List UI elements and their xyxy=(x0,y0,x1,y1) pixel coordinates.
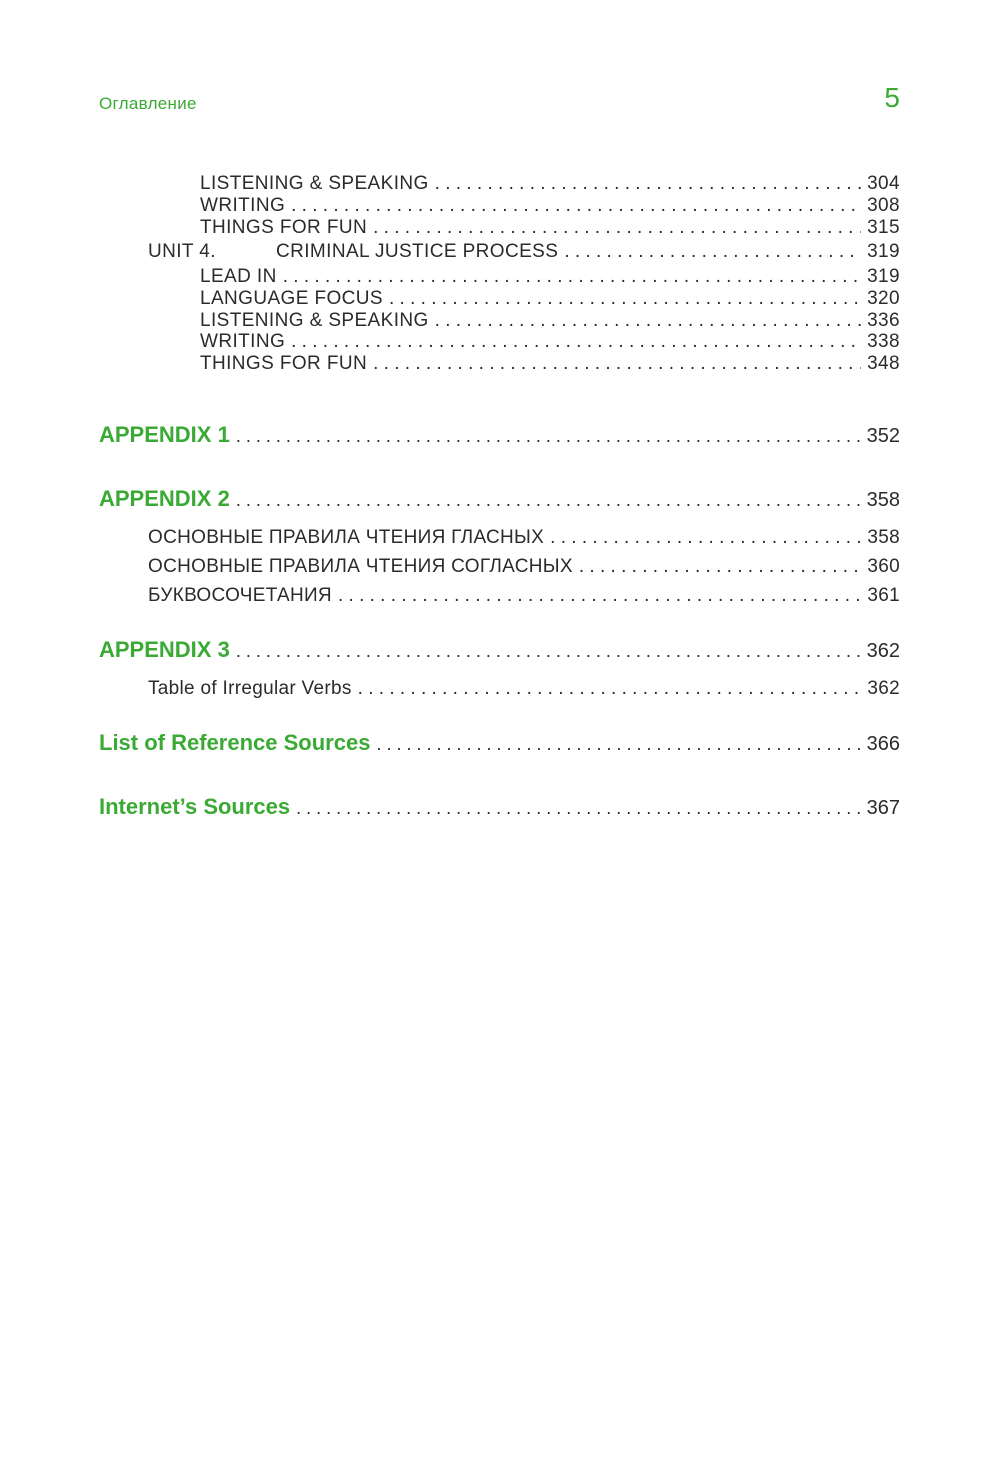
toc-entry-lead-in[interactable] xyxy=(200,266,900,288)
toc-entry-label: LISTENING & SPEAKING xyxy=(200,310,429,331)
toc-entry-label: ОСНОВНЫЕ ПРАВИЛА ЧТЕНИЯ СОГЛАСНЫХ xyxy=(148,556,573,577)
dot-leader xyxy=(358,678,862,700)
toc-entry-unit-4[interactable] xyxy=(148,241,900,263)
toc-entry-appendix-2[interactable] xyxy=(99,486,900,512)
toc-entry-label: БУКВОСОЧЕТАНИЯ xyxy=(148,585,332,606)
dot-leader xyxy=(236,486,861,512)
toc-entry-label: ОСНОВНЫЕ ПРАВИЛА ЧТЕНИЯ ГЛАСНЫХ xyxy=(148,527,545,548)
toc-entry-page: 358 xyxy=(866,489,900,511)
dot-leader xyxy=(236,422,861,448)
dot-leader xyxy=(435,310,861,332)
unit-number: UNIT 4. xyxy=(148,241,216,262)
dot-leader xyxy=(389,288,861,310)
toc-unit-heading xyxy=(148,241,558,263)
appendix-heading: APPENDIX 2 xyxy=(99,486,230,511)
toc-entry-page: 338 xyxy=(867,331,900,352)
toc-entry-page: 352 xyxy=(866,425,900,447)
toc-entry-page: 348 xyxy=(867,353,900,374)
toc-entry-listening-speaking[interactable] xyxy=(200,310,900,332)
toc-entry-irregular-verbs[interactable] xyxy=(148,678,900,700)
appendix-heading: List of Reference Sources xyxy=(99,730,371,755)
toc-entry-page: 319 xyxy=(867,241,900,262)
appendix-heading: Internet’s Sources xyxy=(99,794,291,819)
toc-entry-page: 320 xyxy=(867,288,900,309)
toc-entry-vowel-rules[interactable] xyxy=(148,527,900,549)
toc-entry-page: 319 xyxy=(867,266,900,287)
toc-entry-page: 308 xyxy=(867,195,900,216)
toc-entry-letter-combinations[interactable] xyxy=(148,585,900,607)
toc-entry-page: 358 xyxy=(867,527,900,548)
page-header xyxy=(99,82,900,122)
toc-entry-page: 367 xyxy=(866,797,900,819)
toc-entry-page: 362 xyxy=(866,640,900,662)
toc-entry-page: 362 xyxy=(867,678,900,699)
toc-entry-writing[interactable] xyxy=(200,331,900,353)
toc-entry-page: 360 xyxy=(867,556,900,577)
dot-leader xyxy=(373,217,861,239)
dot-leader xyxy=(291,195,861,217)
toc-entry-listening-speaking[interactable] xyxy=(200,173,900,195)
toc-entry-label: LISTENING & SPEAKING xyxy=(200,173,429,194)
dot-leader xyxy=(579,556,862,578)
header-title: Оглавление xyxy=(99,94,197,113)
toc-entry-page: 304 xyxy=(867,173,900,194)
toc-entry-things-for-fun[interactable] xyxy=(200,353,900,375)
dot-leader xyxy=(550,527,861,549)
dot-leader xyxy=(236,637,861,663)
dot-leader xyxy=(435,173,861,195)
unit-title: CRIMINAL JUSTICE PROCESS xyxy=(276,241,559,262)
toc-entry-things-for-fun[interactable] xyxy=(200,217,900,239)
dot-leader xyxy=(291,331,861,353)
dot-leader xyxy=(376,730,860,756)
appendix-heading: APPENDIX 1 xyxy=(99,422,230,447)
dot-leader xyxy=(283,266,861,288)
toc-entry-appendix-3[interactable] xyxy=(99,637,900,663)
toc-entry-page: 315 xyxy=(867,217,900,238)
toc-entry-appendix-1[interactable] xyxy=(99,422,900,448)
page-number: 5 xyxy=(884,82,900,113)
dot-leader xyxy=(296,794,860,820)
dot-leader xyxy=(373,353,861,375)
toc-entry-label: THINGS FOR FUN xyxy=(200,217,368,238)
toc-entry-label: THINGS FOR FUN xyxy=(200,353,368,374)
toc-entry-label: WRITING xyxy=(200,195,286,216)
toc-entry-writing[interactable] xyxy=(200,195,900,217)
appendix-heading: APPENDIX 3 xyxy=(99,637,230,662)
dot-leader xyxy=(338,585,861,607)
toc-entry-label: LANGUAGE FOCUS xyxy=(200,288,383,309)
dot-leader xyxy=(564,241,861,263)
toc-entry-page: 336 xyxy=(867,310,900,331)
toc-entry-consonant-rules[interactable] xyxy=(148,556,900,578)
toc-entry-page: 361 xyxy=(867,585,900,606)
toc-entry-label: Table of Irregular Verbs xyxy=(148,678,352,699)
toc-entry-label: LEAD IN xyxy=(200,266,277,287)
toc-entry-language-focus[interactable] xyxy=(200,288,900,310)
toc-entry-page: 366 xyxy=(866,733,900,755)
toc-entry-internet-sources[interactable] xyxy=(99,794,900,820)
toc-entry-label: WRITING xyxy=(200,331,286,352)
toc-entry-reference-sources[interactable] xyxy=(99,730,900,756)
